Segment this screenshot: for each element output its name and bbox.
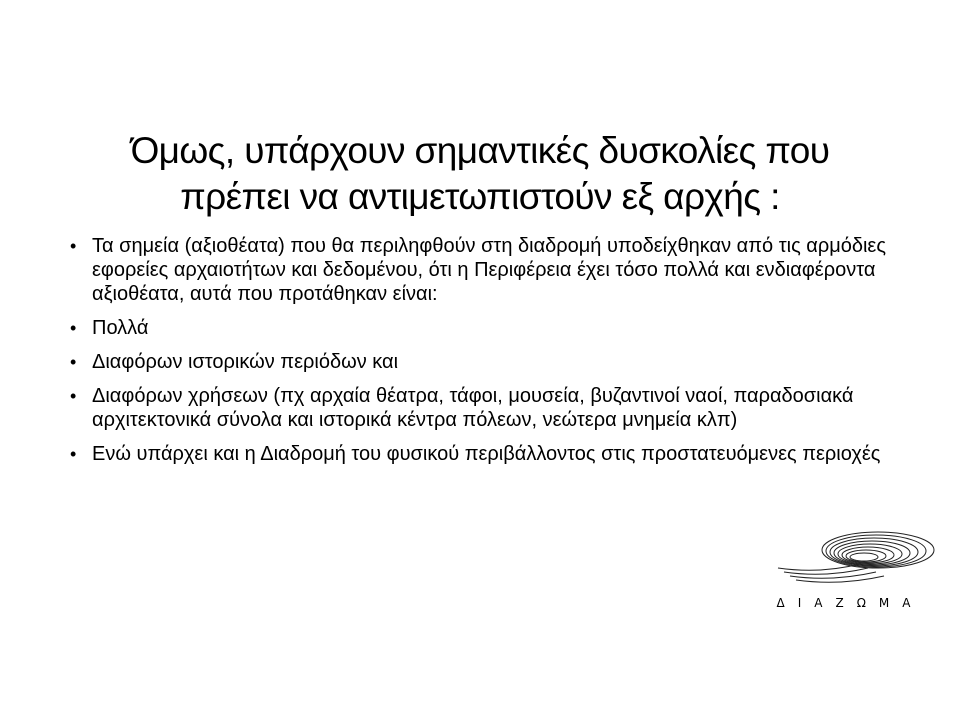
diazoma-logo — [760, 528, 940, 618]
logo-text: ΔΙΑΖΩΜΑ — [776, 596, 924, 610]
title-line-1: Όμως, υπάρχουν σημαντικές δυσκολίες που — [130, 130, 830, 171]
concentric-ellipses-logo-icon — [760, 528, 940, 588]
bullet-icon: • — [70, 444, 77, 464]
bullet-text: Διαφόρων ιστορικών περιόδων και — [92, 351, 399, 373]
bullet-icon: • — [70, 236, 77, 256]
bullet-item — [68, 384, 898, 432]
bullet-item — [68, 316, 898, 340]
bullet-text: Διαφόρων χρήσεων (πχ αρχαία θέατρα, τάφοι, μουσεία, βυζαντινοί ναοί, παραδοσιακά αρχιτεκτονικά σύνολα και ιστορικά κέντρα πόλεων, νεώτερα μνημεία κλπ) — [92, 385, 854, 431]
bullet-text: Τα σημεία (αξιοθέατα) που θα περιληφθούν στη διαδρομή υποδείχθηκαν από τις αρμόδιες εφορείες αρχαιοτήτων και δεδομένου, ότι η Περιφέρεια έχει τόσο πολλά και ενδιαφέροντα αξιοθέατα, αυτά που προτάθηκαν είναι: — [92, 235, 886, 305]
bullet-icon: • — [70, 318, 77, 338]
bullet-item — [68, 442, 898, 466]
slide-title — [40, 128, 920, 220]
bullet-text: Πολλά — [92, 317, 149, 339]
bullet-item — [68, 234, 898, 306]
bullet-item — [68, 350, 898, 374]
bullet-text: Ενώ υπάρχει και η Διαδρομή του φυσικού περιβάλλοντος στις προστατευόμενες περιοχές — [92, 443, 881, 465]
bullet-list — [68, 234, 898, 476]
title-line-2: πρέπει να αντιμετωπιστούν εξ αρχής : — [180, 176, 780, 217]
bullet-icon: • — [70, 352, 77, 372]
bullet-icon: • — [70, 386, 77, 406]
